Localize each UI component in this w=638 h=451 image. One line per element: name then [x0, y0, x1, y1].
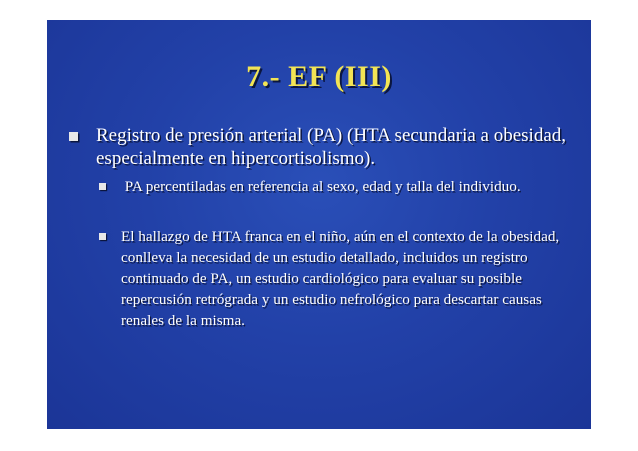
sub-bullet-text: PA percentiladas en referencia al sexo, edad y talla del individuo.	[121, 178, 521, 195]
sub-bullet-item	[99, 176, 569, 197]
main-bullet-item	[69, 124, 569, 170]
sub-bullet-text: El hallazgo de HTA franca en el niño, aún en el contexto de la obesidad, conlleva la necesidad de un estudio detallado, incluidos un registro continuado de PA, un estudio cardiológico para evaluar su posible repercusión retrógrada y un estudio nefrológico para descartar causas renales de la misma.	[121, 228, 560, 329]
main-bullet-text: Registro de presión arterial (PA) (HTA secundaria a obesidad, especialmente en hipercortisolismo).	[96, 125, 566, 169]
square-bullet-icon	[99, 183, 106, 190]
sub-bullet-item	[99, 226, 569, 331]
slide	[47, 20, 591, 429]
square-bullet-icon	[99, 233, 106, 240]
square-bullet-icon	[69, 132, 78, 141]
slide-title: 7.- EF (III)	[246, 60, 392, 93]
